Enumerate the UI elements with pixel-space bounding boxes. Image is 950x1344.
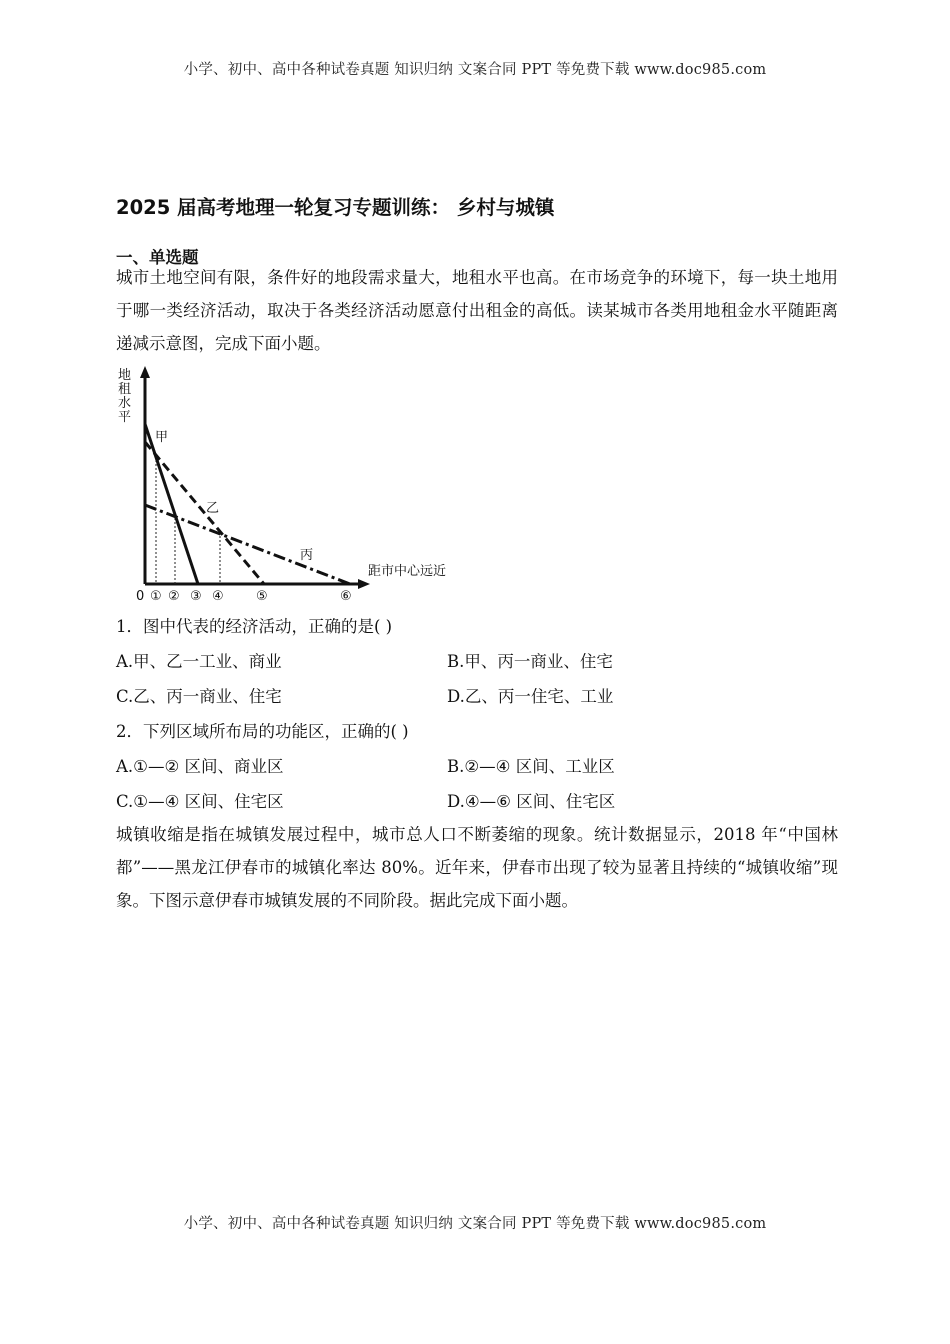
intro-paragraph: 城市土地空间有限，条件好的地段需求量大，地租水平也高。在市场竞争的环境下，每一块土地用于哪一类经济活动，取决于各类经济活动愿意付出租金的高低。读某城市各类用地租金水平随距离递减示意图，完成下面小题。 bbox=[116, 268, 838, 353]
y-label-char: 租 bbox=[118, 382, 132, 397]
question-2-stem: 2．下列区域所布局的功能区，正确的( ) bbox=[116, 722, 409, 741]
question-2-option-a[interactable]: A.①—② 区间、商业区 bbox=[116, 757, 284, 776]
page-footer: 小学、初中、高中各种试卷真题 知识归纳 文案合同 PPT 等免费下载 www.doc985.com bbox=[183, 1216, 767, 1232]
curve-bing-label: 丙 bbox=[300, 548, 314, 563]
y-label-char: 地 bbox=[118, 368, 132, 383]
y-label-char: 水 bbox=[118, 396, 132, 411]
origin-label: 0 bbox=[136, 589, 145, 604]
question-1-option-c[interactable]: C.乙、丙一商业、住宅 bbox=[116, 687, 282, 706]
curve-jia-label: 甲 bbox=[155, 430, 169, 445]
second-paragraph: 城镇收缩是指在城镇发展过程中，城市总人口不断萎缩的现象。统计数据显示，2018 年“中国林都”——黑龙江伊春市的城镇化率达 80%。近年来，伊春市出现了较为显著且持续的“城镇收缩”现象。下图示意伊春市城镇发展的不同阶段。据此完成下面小题。 bbox=[116, 825, 838, 910]
x-axis-label: 距市中心远近 bbox=[368, 564, 447, 579]
question-2-option-d[interactable]: D.④—⑥ 区间、住宅区 bbox=[447, 792, 616, 811]
y-label-char: 平 bbox=[118, 410, 132, 425]
page-header: 小学、初中、高中各种试卷真题 知识归纳 文案合同 PPT 等免费下载 www.doc985.com bbox=[183, 62, 767, 78]
x-axis-arrow bbox=[358, 579, 370, 589]
question-1-option-b[interactable]: B.甲、丙一商业、住宅 bbox=[447, 652, 613, 671]
page-title: 2025 届高考地理一轮复习专题训练： 乡村与城镇 bbox=[116, 196, 555, 219]
curve-yi bbox=[145, 442, 264, 584]
tick-label-1: ① bbox=[150, 589, 162, 604]
tick-label-2: ② bbox=[168, 589, 180, 604]
y-axis-arrow bbox=[140, 366, 150, 378]
tick-label-5: ⑤ bbox=[256, 589, 268, 604]
question-2-option-c[interactable]: C.①—④ 区间、住宅区 bbox=[116, 792, 284, 811]
section-heading: 一、单选题 bbox=[116, 248, 199, 267]
question-1-option-a[interactable]: A.甲、乙一工业、商业 bbox=[116, 652, 282, 671]
question-1-stem: 1．图中代表的经济活动，正确的是( ) bbox=[116, 617, 393, 636]
question-1-option-d[interactable]: D.乙、丙一住宅、工业 bbox=[447, 687, 614, 706]
curve-jia bbox=[145, 424, 198, 584]
tick-label-6: ⑥ bbox=[340, 589, 352, 604]
tick-label-4: ④ bbox=[212, 589, 224, 604]
curve-bing bbox=[145, 505, 350, 584]
land-rent-chart bbox=[110, 364, 480, 604]
question-2-option-b[interactable]: B.②—④ 区间、工业区 bbox=[447, 757, 615, 776]
tick-label-3: ③ bbox=[190, 589, 202, 604]
curve-yi-label: 乙 bbox=[206, 501, 220, 516]
